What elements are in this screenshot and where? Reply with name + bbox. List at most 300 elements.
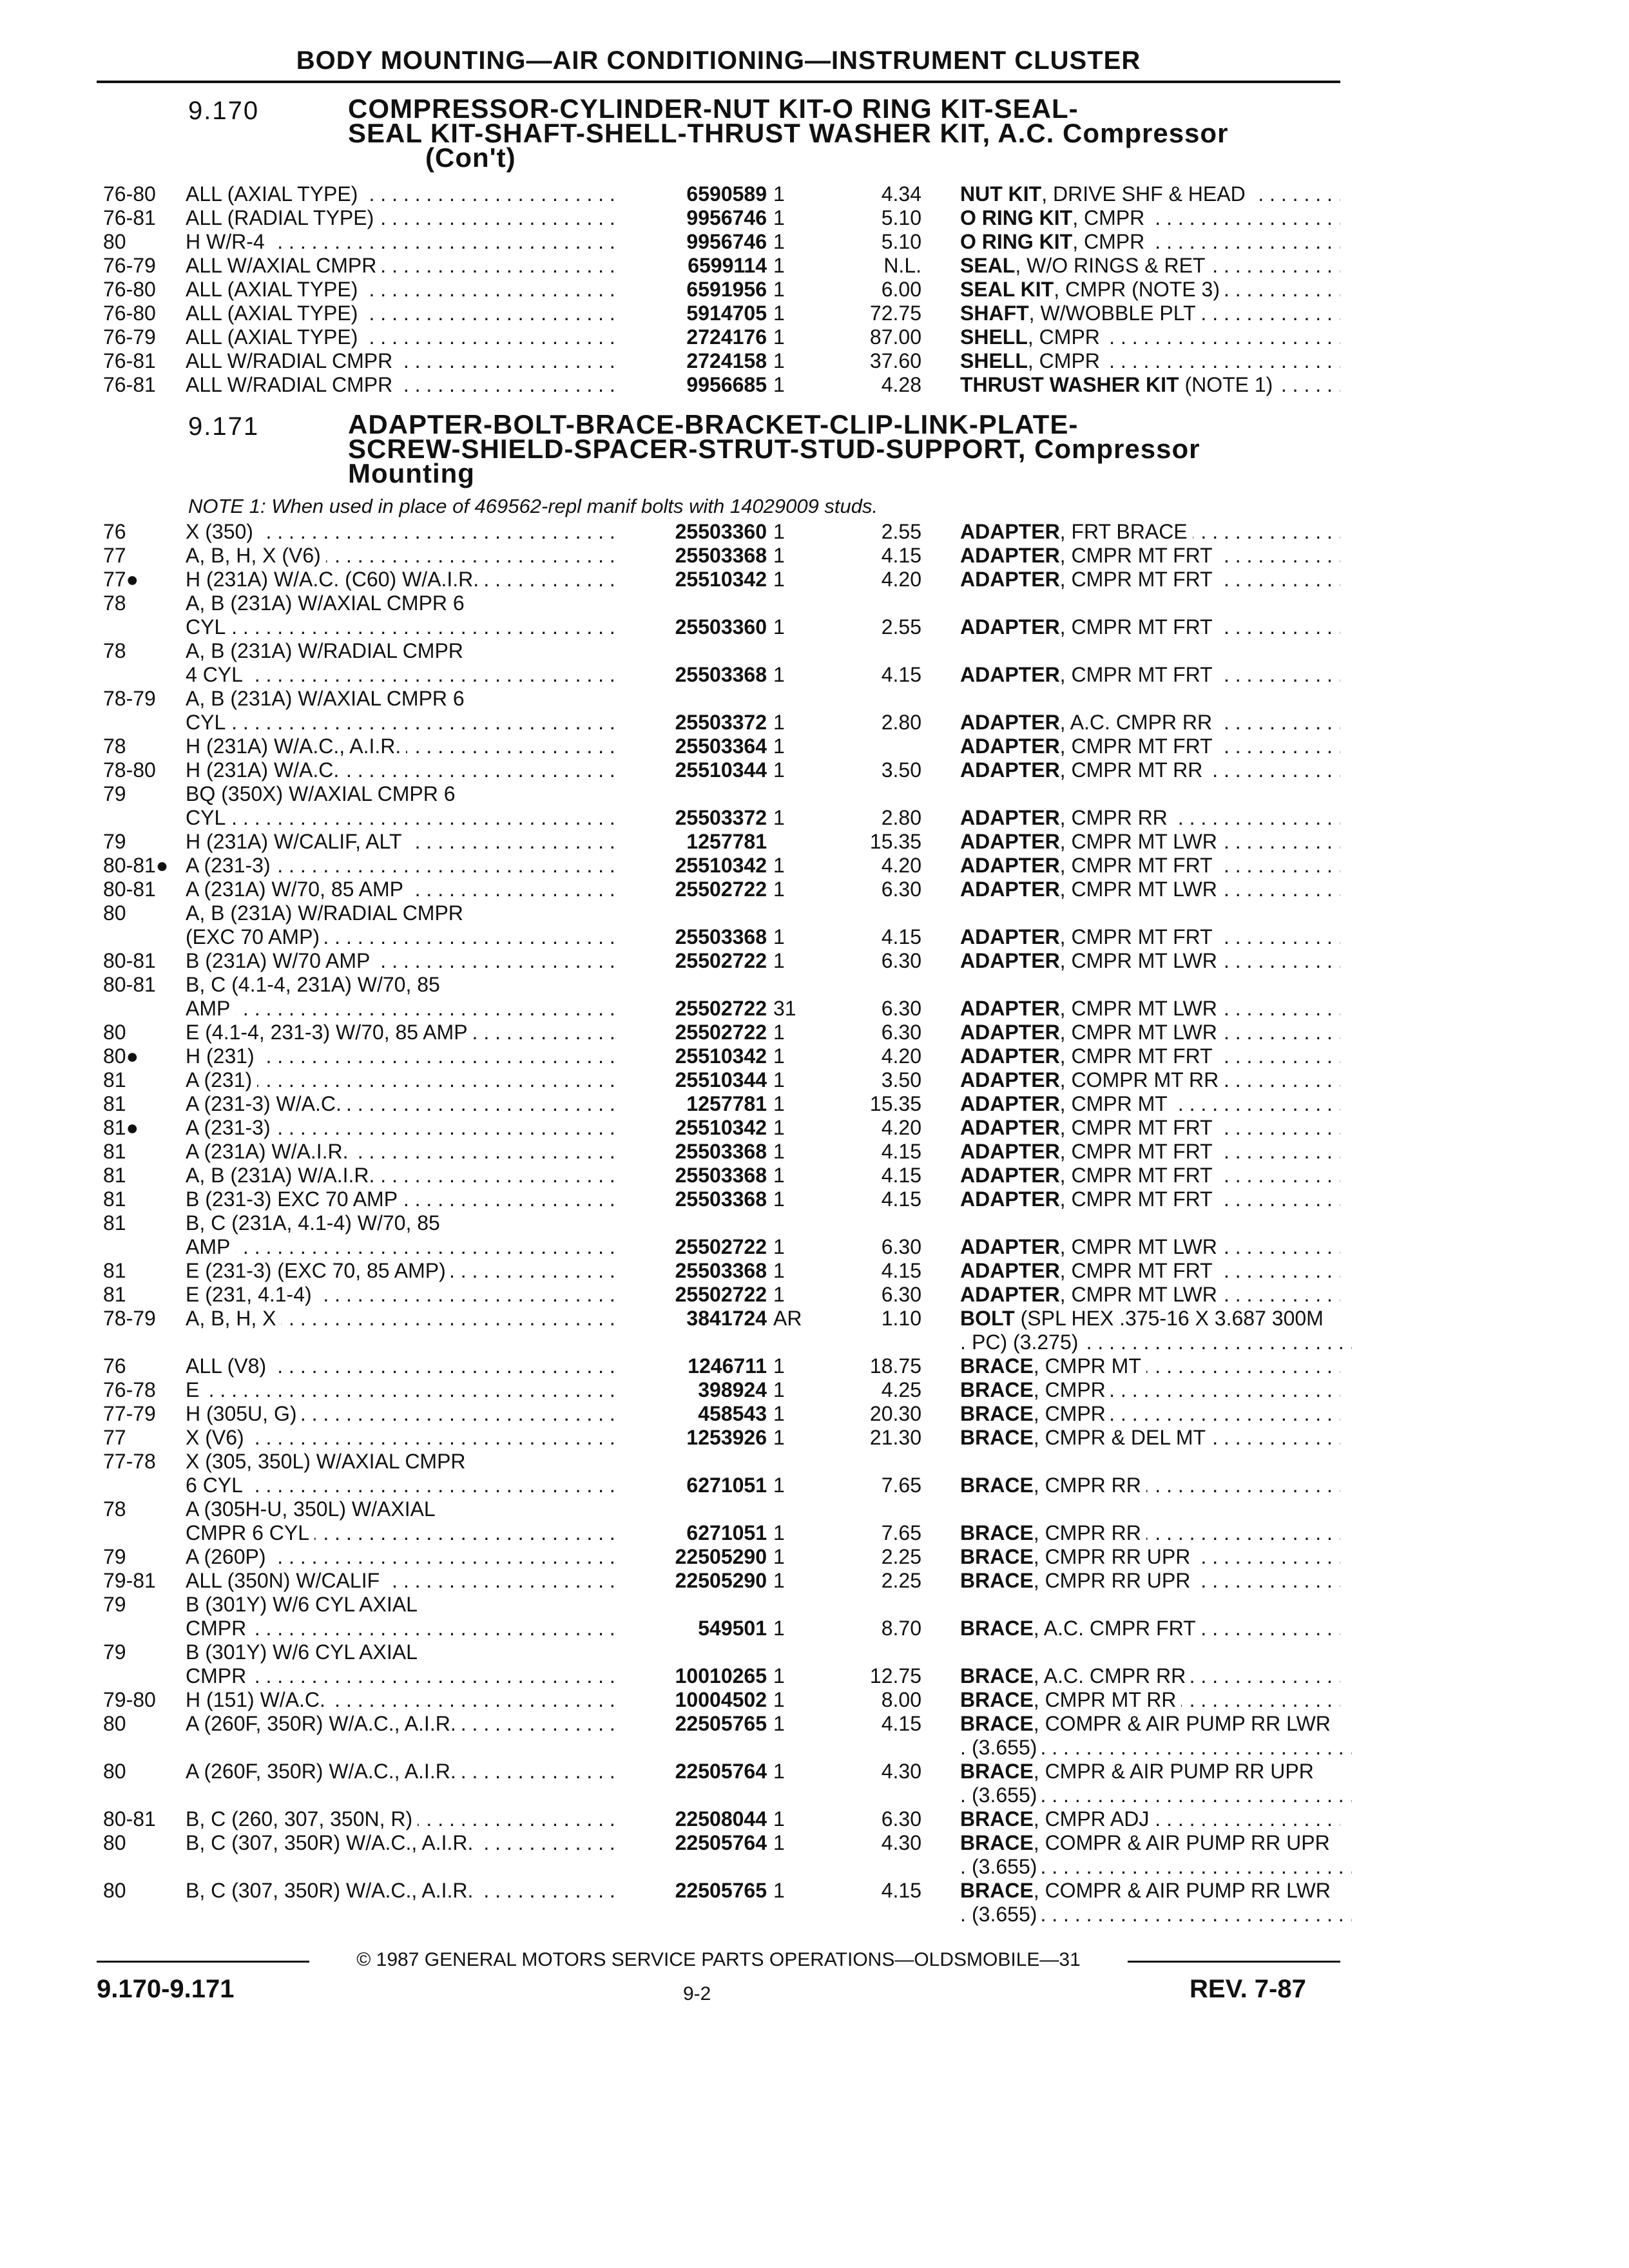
- row-description-text: A (305H-U, 350L) W/AXIAL: [186, 1497, 441, 1521]
- section-title-line: COMPRESSOR-CYLINDER-NUT KIT-O RING KIT-SEAL-: [348, 93, 1079, 124]
- row-part-name: [960, 520, 1340, 544]
- row-part-name-detail: , CMPR MT FRT: [1059, 735, 1213, 758]
- row-description: [186, 1331, 617, 1354]
- row-part-name-detail: (SPL HEX .375-16 X 3.687 300M: [1014, 1307, 1324, 1330]
- row-part-name-detail: , CMPR RR: [1059, 806, 1168, 829]
- row-part-name-detail: , W/WOBBLE PLT: [1028, 302, 1196, 325]
- row-part-number: 25503368: [675, 925, 767, 948]
- row-part-name: [960, 854, 1340, 878]
- table-row: [103, 1354, 1340, 1378]
- row-part-name-wrap: [960, 1354, 1146, 1378]
- table-row: [103, 854, 1340, 878]
- table-row: [103, 1092, 1340, 1116]
- row-part-number: 6271051: [686, 1474, 767, 1497]
- row-year: 77: [103, 544, 126, 567]
- row-description-text: B, C (4.1-4, 231A) W/70, 85: [186, 973, 445, 996]
- row-year: 79: [103, 830, 126, 853]
- row-part-number: 458543: [698, 1402, 767, 1425]
- row-part-name: [960, 1044, 1340, 1068]
- row-part-name-wrap: [960, 735, 1218, 758]
- row-part-name-main: O RING KIT: [960, 206, 1073, 229]
- row-quantity: 1: [773, 544, 785, 567]
- row-year: 78: [103, 1497, 126, 1521]
- row-price: 4.28: [881, 373, 921, 396]
- row-description: [186, 1021, 617, 1044]
- row-part-name-wrap: [972, 1783, 1042, 1807]
- row-price: 6.30: [881, 997, 921, 1020]
- table-row: [103, 1426, 1340, 1450]
- row-part-name: [960, 206, 1340, 230]
- row-part-name-detail: , CMPR MT FRT: [1059, 544, 1213, 567]
- row-description: [186, 302, 617, 325]
- row-part-name-wrap: [960, 1307, 1329, 1330]
- row-part-number: 25503360: [675, 615, 767, 639]
- row-year: 79: [103, 1545, 126, 1568]
- row-description-text: H (231A) W/A.C. (C60) W/A.I.R.: [186, 568, 484, 591]
- row-part-number: 2724158: [686, 349, 767, 372]
- table-row: [103, 1497, 1340, 1521]
- table-row: [103, 830, 1340, 854]
- row-year: 80-81: [103, 878, 156, 901]
- row-part-name: [960, 1235, 1340, 1259]
- row-description-text: (EXC 70 AMP): [186, 925, 325, 948]
- row-price: 72.75: [869, 302, 921, 325]
- table-row: [103, 1331, 1340, 1354]
- row-part-name-detail: , COMPR MT RR: [1059, 1068, 1219, 1091]
- row-part-name-main: ADAPTER: [960, 520, 1060, 543]
- row-part-name-main: ADAPTER: [960, 711, 1060, 734]
- footer-section-range: 9.170-9.171: [97, 1975, 235, 2003]
- row-price: 4.15: [881, 1187, 921, 1211]
- row-part-name: [960, 735, 1340, 758]
- row-quantity: 1: [773, 711, 785, 734]
- row-description-text: A (260P): [186, 1545, 271, 1568]
- row-part-name-main: ADAPTER: [960, 1044, 1060, 1068]
- row-description: [186, 1044, 617, 1068]
- row-description-text: A, B (231A) W/RADIAL CMPR: [186, 639, 468, 662]
- table-row: [103, 1879, 1340, 1903]
- row-part-name-detail: , CMPR: [1027, 349, 1100, 372]
- footer-copyright: © 1987 GENERAL MOTORS SERVICE PARTS OPERATIONS—OLDSMOBILE—31: [356, 1949, 1081, 1970]
- row-part-number: 25503368: [675, 1259, 767, 1282]
- row-description-text: A, B, H, X: [186, 1307, 281, 1330]
- table-row: [103, 568, 1340, 591]
- row-price: 6.30: [881, 878, 921, 901]
- row-description-text: H (151) W/A.C.: [186, 1688, 331, 1711]
- row-part-name-wrap: [960, 230, 1150, 253]
- row-part-number: 25503364: [675, 735, 767, 758]
- row-description-text: ALL (350N) W/CALIF: [186, 1569, 385, 1592]
- table-row: [103, 901, 1340, 925]
- row-quantity: 1: [773, 854, 785, 877]
- row-part-name-main: BOLT: [960, 1307, 1015, 1330]
- row-part-name-detail: , COMPR & AIR PUMP RR UPR: [1033, 1831, 1330, 1854]
- row-price: 2.55: [881, 520, 921, 543]
- row-year: 81: [103, 1068, 126, 1091]
- row-part-name-detail: , CMPR: [1033, 1402, 1106, 1425]
- row-part-name: [960, 1426, 1340, 1450]
- row-price: 4.15: [881, 663, 921, 686]
- row-description: [186, 1187, 617, 1211]
- row-description: [186, 1235, 617, 1259]
- row-part-name: [960, 711, 1340, 735]
- row-part-name-detail: , CMPR: [1072, 206, 1145, 229]
- row-year: 77●: [103, 568, 139, 591]
- table-row: [103, 254, 1340, 278]
- row-price: 4.15: [881, 1164, 921, 1187]
- row-part-name-main: ADAPTER: [960, 568, 1060, 591]
- row-part-number: 6599114: [688, 254, 767, 277]
- row-description-text: A, B (231A) W/AXIAL CMPR 6: [186, 687, 470, 710]
- row-description: [186, 325, 617, 349]
- row-description: [186, 663, 617, 687]
- row-description: [186, 1116, 617, 1140]
- row-description: [186, 901, 617, 925]
- table-row: [103, 1259, 1340, 1283]
- row-description: [186, 254, 617, 278]
- table-row: [103, 349, 1340, 373]
- table-row: [103, 591, 1340, 615]
- footer: [97, 1949, 1340, 1971]
- row-part-name-wrap: [972, 1903, 1042, 1926]
- row-quantity: AR: [773, 1307, 802, 1330]
- row-price: 4.15: [881, 1259, 921, 1282]
- table-row: [103, 1211, 1340, 1235]
- row-quantity: 1: [773, 1545, 785, 1568]
- table-row: [103, 806, 1340, 830]
- row-price: 4.20: [881, 1116, 921, 1139]
- row-quantity: 1: [773, 1235, 785, 1258]
- row-part-name: [960, 925, 1340, 949]
- table-row: [103, 1783, 1340, 1807]
- row-part-name-wrap: [972, 1855, 1042, 1878]
- row-description: [186, 1903, 617, 1927]
- table-row: [103, 687, 1340, 711]
- row-part-name: [960, 1855, 1352, 1879]
- row-price: 15.35: [869, 1092, 921, 1115]
- row-quantity: 1: [773, 735, 785, 758]
- section-title-line: (Con't): [425, 142, 516, 173]
- row-part-name: [960, 1092, 1340, 1116]
- table-row: [103, 711, 1340, 735]
- row-description-text: AMP: [186, 1235, 235, 1258]
- row-part-number: 22505765: [675, 1712, 767, 1735]
- row-part-name-main: BRACE: [960, 1426, 1034, 1449]
- row-part-name: [960, 1307, 1340, 1331]
- table-row: [103, 1235, 1340, 1259]
- row-quantity: 1: [773, 1712, 785, 1735]
- row-description: [186, 1760, 617, 1783]
- row-price: 7.65: [881, 1521, 921, 1544]
- row-part-number: 25503368: [675, 1187, 767, 1211]
- row-part-name-wrap: [960, 806, 1173, 829]
- row-part-name: [960, 1688, 1340, 1712]
- row-part-name: [960, 1879, 1340, 1903]
- row-part-name-detail: , CMPR MT FRT: [1059, 854, 1213, 877]
- row-description-text: CMPR 6 CYL: [186, 1521, 314, 1544]
- row-part-name-wrap: [960, 854, 1218, 877]
- row-part-name: [960, 230, 1340, 254]
- row-description: [186, 1307, 617, 1331]
- row-price: 2.25: [881, 1545, 921, 1568]
- row-part-number: 9956746: [686, 230, 767, 253]
- row-part-name: [960, 1402, 1340, 1426]
- row-part-name-main: ADAPTER: [960, 1164, 1060, 1187]
- row-description: [186, 1497, 617, 1521]
- row-part-number: 6591956: [686, 278, 767, 301]
- row-part-name-wrap: [960, 878, 1222, 901]
- row-description: [186, 1593, 617, 1617]
- row-part-name-detail: PC) (3.275): [972, 1331, 1079, 1354]
- row-part-name-main: O RING KIT: [960, 230, 1073, 253]
- row-price: 6.30: [881, 949, 921, 972]
- row-quantity: 1: [773, 206, 785, 229]
- row-part-name-detail: , CMPR & DEL MT: [1033, 1426, 1206, 1449]
- row-year: 76-79: [103, 254, 156, 277]
- row-part-name: [960, 663, 1340, 687]
- row-description-text: [186, 1331, 191, 1354]
- row-part-name: [960, 806, 1340, 830]
- row-price: 4.34: [881, 182, 921, 206]
- parts-table: [103, 182, 1340, 397]
- row-description-text: H W/R-4: [186, 230, 270, 253]
- row-description-text: A (260F, 350R) W/A.C., A.I.R.: [186, 1712, 461, 1735]
- footer-rule: [1128, 1961, 1340, 1963]
- row-description: [186, 735, 617, 758]
- row-part-name: [960, 568, 1340, 591]
- row-year: 80-81●: [103, 854, 169, 877]
- row-part-name: [960, 1116, 1340, 1140]
- row-price: 4.20: [881, 568, 921, 591]
- section-title-line: SCREW-SHIELD-SPACER-STRUT-STUD-SUPPORT, Compressor: [348, 434, 1200, 464]
- row-description-text: B, C (307, 350R) W/A.C., A.I.R.: [186, 1831, 478, 1854]
- row-part-name-wrap: [960, 1474, 1146, 1497]
- row-part-name-main: ADAPTER: [960, 878, 1060, 901]
- table-row: [103, 1688, 1340, 1712]
- row-description: [186, 1474, 617, 1497]
- row-description-text: A, B (231A) W/AXIAL CMPR 6: [186, 591, 470, 615]
- row-year: 79: [103, 1593, 126, 1616]
- row-price: 4.30: [881, 1831, 921, 1854]
- row-part-name: [960, 1617, 1340, 1640]
- row-part-name: [960, 1903, 1352, 1927]
- row-part-name-main: THRUST WASHER KIT: [960, 373, 1179, 396]
- row-description: [186, 373, 617, 397]
- row-part-name-main: ADAPTER: [960, 1187, 1060, 1211]
- row-quantity: 1: [773, 1664, 785, 1687]
- row-year: 78: [103, 735, 126, 758]
- row-description-text: [186, 1783, 191, 1807]
- row-description-text: ALL (AXIAL TYPE): [186, 278, 363, 301]
- row-price: 6.30: [881, 1283, 921, 1306]
- row-quantity: 1: [773, 1116, 785, 1139]
- table-row: [103, 1450, 1340, 1474]
- row-part-name: [960, 1807, 1340, 1831]
- row-year: 76: [103, 520, 126, 543]
- table-row: [103, 878, 1340, 901]
- table-row: [103, 1140, 1340, 1164]
- section-title-line: Mounting: [348, 458, 475, 488]
- row-part-name-main: BRACE: [960, 1545, 1034, 1568]
- row-description-text: CYL: [186, 615, 231, 639]
- row-part-name: [960, 1140, 1340, 1164]
- table-row: [103, 1664, 1340, 1688]
- table-row: [103, 973, 1340, 997]
- table-row: [103, 1521, 1340, 1545]
- row-year: 79: [103, 1640, 126, 1664]
- row-description-text: BQ (350X) W/AXIAL CMPR 6: [186, 782, 460, 805]
- row-part-name-main: ADAPTER: [960, 1021, 1060, 1044]
- row-part-name-wrap: [960, 1235, 1222, 1258]
- table-row: [103, 325, 1340, 349]
- row-year: 78-79: [103, 687, 156, 710]
- section-title-line: ADAPTER-BOLT-BRACE-BRACKET-CLIP-LINK-PLATE-: [348, 409, 1079, 439]
- row-description: [186, 230, 617, 254]
- row-quantity: 1: [773, 1378, 785, 1401]
- row-part-name-detail: (3.655): [972, 1736, 1037, 1759]
- row-part-name-wrap: [960, 1140, 1218, 1163]
- row-part-number: 25510342: [675, 1044, 767, 1068]
- row-part-name-detail: (3.655): [972, 1855, 1037, 1878]
- row-description: [186, 1521, 617, 1545]
- row-part-name-main: ADAPTER: [960, 544, 1060, 567]
- table-row: [103, 1760, 1340, 1783]
- row-description: [186, 1664, 617, 1688]
- row-part-name-detail: , CMPR & AIR PUMP RR UPR: [1033, 1760, 1314, 1783]
- table-row: [103, 758, 1340, 782]
- row-part-name: [960, 1378, 1340, 1402]
- row-part-name: [960, 758, 1340, 782]
- row-part-number: 25503360: [675, 520, 767, 543]
- row-part-name-detail: , CMPR MT LWR: [1059, 878, 1217, 901]
- row-quantity: 1: [773, 1068, 785, 1091]
- row-part-name-wrap: [960, 1092, 1173, 1115]
- row-part-number: 25502722: [675, 997, 767, 1020]
- row-price: 6.30: [881, 1235, 921, 1258]
- row-description: [186, 182, 617, 206]
- row-part-name-wrap: [960, 1712, 1336, 1735]
- table-row: [103, 206, 1340, 230]
- row-part-name-wrap: [960, 1044, 1218, 1068]
- row-part-name: [960, 1331, 1352, 1354]
- row-quantity: 1: [773, 1760, 785, 1783]
- row-part-name: [960, 615, 1340, 639]
- table-row: [103, 520, 1340, 544]
- row-part-name-detail: , CMPR MT FRT: [1059, 1116, 1213, 1139]
- row-part-name-main: BRACE: [960, 1402, 1034, 1425]
- row-year: 80: [103, 1021, 126, 1044]
- row-description-text: AMP: [186, 997, 235, 1020]
- row-part-number: 22505290: [675, 1569, 767, 1592]
- section-title: [348, 409, 1200, 488]
- row-description: [186, 997, 617, 1021]
- row-part-number: 398924: [698, 1378, 767, 1401]
- row-description-text: E (231-3) (EXC 70, 85 AMP): [186, 1259, 451, 1282]
- row-part-number: 22505290: [675, 1545, 767, 1568]
- table-row: [103, 925, 1340, 949]
- footer-revision: REV. 7-87: [1190, 1975, 1306, 2003]
- row-part-name-detail: , CMPR MT: [1033, 1354, 1141, 1378]
- row-part-name-main: ADAPTER: [960, 949, 1060, 972]
- row-description-text: B, C (307, 350R) W/A.C., A.I.R.: [186, 1879, 478, 1902]
- row-description-text: X (350): [186, 520, 258, 543]
- row-price: 2.25: [881, 1569, 921, 1592]
- table-row: [103, 1569, 1340, 1593]
- row-part-name-detail: , FRT BRACE: [1059, 520, 1188, 543]
- row-part-name-wrap: [960, 1879, 1336, 1902]
- row-year: 81: [103, 1283, 126, 1306]
- row-part-number: 1257781: [686, 1092, 767, 1115]
- row-description-text: A (260F, 350R) W/A.C., A.I.R.: [186, 1760, 461, 1783]
- row-part-name-detail: , CMPR MT LWR: [1059, 997, 1217, 1020]
- row-part-name-detail: , CMPR RR UPR: [1033, 1569, 1191, 1592]
- row-part-name-main: BRACE: [960, 1664, 1034, 1687]
- row-description: [186, 206, 617, 230]
- row-part-number: 25502722: [675, 878, 767, 901]
- row-part-name: [960, 997, 1340, 1021]
- row-part-number: 6271051: [686, 1521, 767, 1544]
- row-quantity: 1: [773, 1164, 785, 1187]
- table-row: [103, 735, 1340, 758]
- row-description-text: H (231A) W/A.C., A.I.R.: [186, 735, 406, 758]
- row-part-name: [960, 1569, 1340, 1593]
- row-description-text: B (231-3) EXC 70 AMP: [186, 1187, 403, 1211]
- row-description-text: H (231A) W/A.C.: [186, 758, 344, 782]
- row-part-name: [960, 1068, 1340, 1092]
- row-part-name-detail: , CMPR RR UPR: [1033, 1545, 1191, 1568]
- row-description-text: A, B (231A) W/A.I.R.: [186, 1164, 380, 1187]
- row-part-name: [960, 1831, 1340, 1855]
- row-part-name: [960, 1187, 1340, 1211]
- row-part-name-detail: , CMPR ADJ: [1033, 1807, 1150, 1831]
- row-description-text: A (231-3): [186, 854, 276, 877]
- row-price: 4.20: [881, 854, 921, 877]
- row-description-text: [186, 1855, 191, 1878]
- row-part-name-main: BRACE: [960, 1688, 1034, 1711]
- row-part-name-wrap: [960, 278, 1225, 301]
- row-part-name-main: BRACE: [960, 1378, 1034, 1401]
- row-part-number: 25502722: [675, 949, 767, 972]
- row-description-text: A, B, H, X (V6): [186, 544, 326, 567]
- row-year: 78-80: [103, 758, 156, 782]
- row-quantity: 1: [773, 302, 785, 325]
- row-price: 4.15: [881, 1879, 921, 1902]
- row-part-name: [960, 1545, 1340, 1569]
- row-year: 80-81: [103, 949, 156, 972]
- row-part-number: 25502722: [675, 1283, 767, 1306]
- table-row: [103, 663, 1340, 687]
- row-price: 18.75: [869, 1354, 921, 1378]
- row-description-text: [186, 1903, 191, 1926]
- row-part-name-wrap: [960, 997, 1222, 1020]
- row-description: [186, 973, 617, 997]
- row-quantity: 1: [773, 1807, 785, 1831]
- row-description: [186, 1855, 617, 1879]
- row-description: [186, 615, 617, 639]
- row-price: 6.30: [881, 1021, 921, 1044]
- row-description: [186, 806, 617, 830]
- row-description-text: A (231): [186, 1068, 257, 1091]
- row-part-name-wrap: [960, 254, 1210, 277]
- row-part-number: 25510342: [675, 854, 767, 877]
- table-row: [103, 182, 1340, 206]
- row-part-name-main: BRACE: [960, 1831, 1034, 1854]
- row-part-name-detail: , CMPR RR: [1033, 1474, 1141, 1497]
- row-part-name-main: BRACE: [960, 1354, 1034, 1378]
- row-part-name-detail: , CMPR MT RR: [1033, 1688, 1177, 1711]
- row-quantity: 1: [773, 1259, 785, 1282]
- row-part-name-main: SHELL: [960, 325, 1028, 349]
